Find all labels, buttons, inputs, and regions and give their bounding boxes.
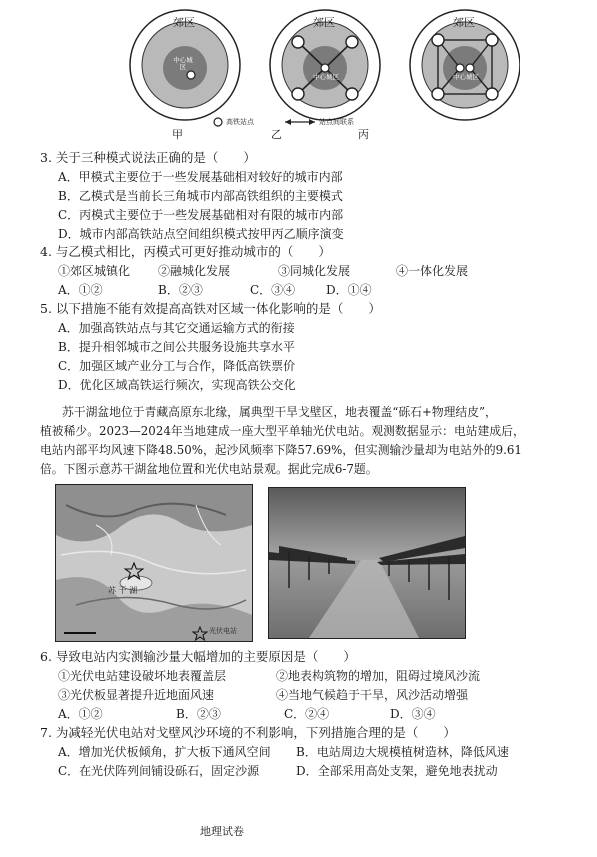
q7-option-b: B．电站周边大规模植树造林，降低风速 <box>296 745 509 759</box>
q6-item-4: ④当地气候趋于干旱，风沙活动增强 <box>276 688 469 702</box>
q7-option-d: D．全部采用高处支架，避免地表扰动 <box>296 764 498 778</box>
q3-stem: 3. 关于三种模式说法正确的是（ ） <box>40 150 256 165</box>
q3-option-b: B．乙模式是当前长三角城市内部高铁组织的主要模式 <box>58 189 343 203</box>
zone-label-jia: 郊区 <box>173 16 195 29</box>
q4-item-2: ②融城化发展 <box>158 264 231 278</box>
legend-station-label: 高铁站点 <box>226 118 254 126</box>
pv-station-photo <box>268 487 466 639</box>
location-map <box>55 484 253 642</box>
q4-item-3: ③同城化发展 <box>278 264 351 278</box>
q4-stem: 4. 与乙模式相比，丙模式可更好推动城市的（ ） <box>40 244 331 259</box>
q7-option-a: A．增加光伏板倾角，扩大板下通风空间 <box>58 745 271 759</box>
q6-option-b: B．②③ <box>176 707 221 721</box>
q4-option-d: D．①④ <box>326 283 372 297</box>
q7-stem: 7. 为减轻光伏电站对戈壁风沙环境的不利影响，下列措施合理的是（ ） <box>40 725 456 740</box>
q3-option-d: D．城市内部高铁站点空间组织模式按甲丙乙顺序演变 <box>58 227 344 241</box>
q5-stem: 5. 以下措施不能有效提高高铁对区域一体化影响的是（ ） <box>40 301 381 316</box>
q5-option-c: C．加强区域产业分工与合作，降低高铁票价 <box>58 359 296 373</box>
q7-option-c: C．在光伏阵列间铺设砾石，固定沙源 <box>58 764 260 778</box>
center-label-bing: 中心城区 <box>453 73 479 81</box>
model-diagrams <box>120 0 520 140</box>
passage-line-1: 苏干湖盆地位于青藏高原东北缘，属典型干旱戈壁区，地表覆盖“砾石+物理结皮”， <box>62 405 497 419</box>
map-legend-label: 光伏电站 <box>209 627 237 635</box>
caption-jia: 甲 <box>172 128 183 141</box>
q4-option-c: C．③④ <box>250 283 296 297</box>
zone-label-yi: 郊区 <box>313 16 335 29</box>
q6-item-3: ③光伏板显著提升近地面风速 <box>58 688 215 702</box>
q6-item-2: ②地表构筑物的增加，阻碍过境风沙流 <box>276 669 481 683</box>
caption-bing: 丙 <box>358 128 369 141</box>
q5-option-d: D．优化区域高铁运行频次，实现高铁公交化 <box>58 378 296 392</box>
q3-option-a: A．甲模式主要位于一些发展基础相对较好的城市内部 <box>58 170 343 184</box>
q3-option-c: C．丙模式主要位于一些发展基础相对有限的城市内部 <box>58 208 344 222</box>
zone-label-bing: 郊区 <box>453 16 475 29</box>
q5-option-b: B．提升相邻城市之间公共服务设施共享水平 <box>58 340 295 354</box>
passage-line-4: 倍。下图示意苏干湖盆地位置和光伏电站景观。据此完成6-7题。 <box>40 462 378 476</box>
q5-option-a: A．加强高铁站点与其它交通运输方式的衔接 <box>58 321 295 335</box>
passage-line-3: 电站内部平均风速下降48.50%，起沙风频率下降57.69%，但实测输沙量却为电站外的9.61 <box>40 443 522 457</box>
passage-line-2: 植被稀少。2023—2024年当地建成一座大型平单轴光伏电站。观测数据显示：电站建成后， <box>40 424 525 438</box>
legend-link-label: 站点间联系 <box>319 118 354 126</box>
q6-item-1: ①光伏电站建设破坏地表覆盖层 <box>58 669 227 683</box>
q4-option-b: B．②③ <box>158 283 203 297</box>
q4-item-4: ④一体化发展 <box>396 264 469 278</box>
lake-label: 苏 干 湖 <box>108 586 138 595</box>
center-label-jia: 中心城区 <box>173 56 193 71</box>
q6-option-d: D．③④ <box>390 707 436 721</box>
q6-option-a: A．①② <box>58 707 103 721</box>
center-label-yi: 中心城区 <box>313 73 339 81</box>
q6-stem: 6. 导致电站内实测输沙量大幅增加的主要原因是（ ） <box>40 649 356 664</box>
q4-item-1: ①郊区城镇化 <box>58 264 131 278</box>
q6-option-c: C．②④ <box>284 707 330 721</box>
q4-option-a: A．①② <box>58 283 103 297</box>
page-footer: 地理试卷 <box>200 825 244 838</box>
caption-yi: 乙 <box>271 128 282 141</box>
